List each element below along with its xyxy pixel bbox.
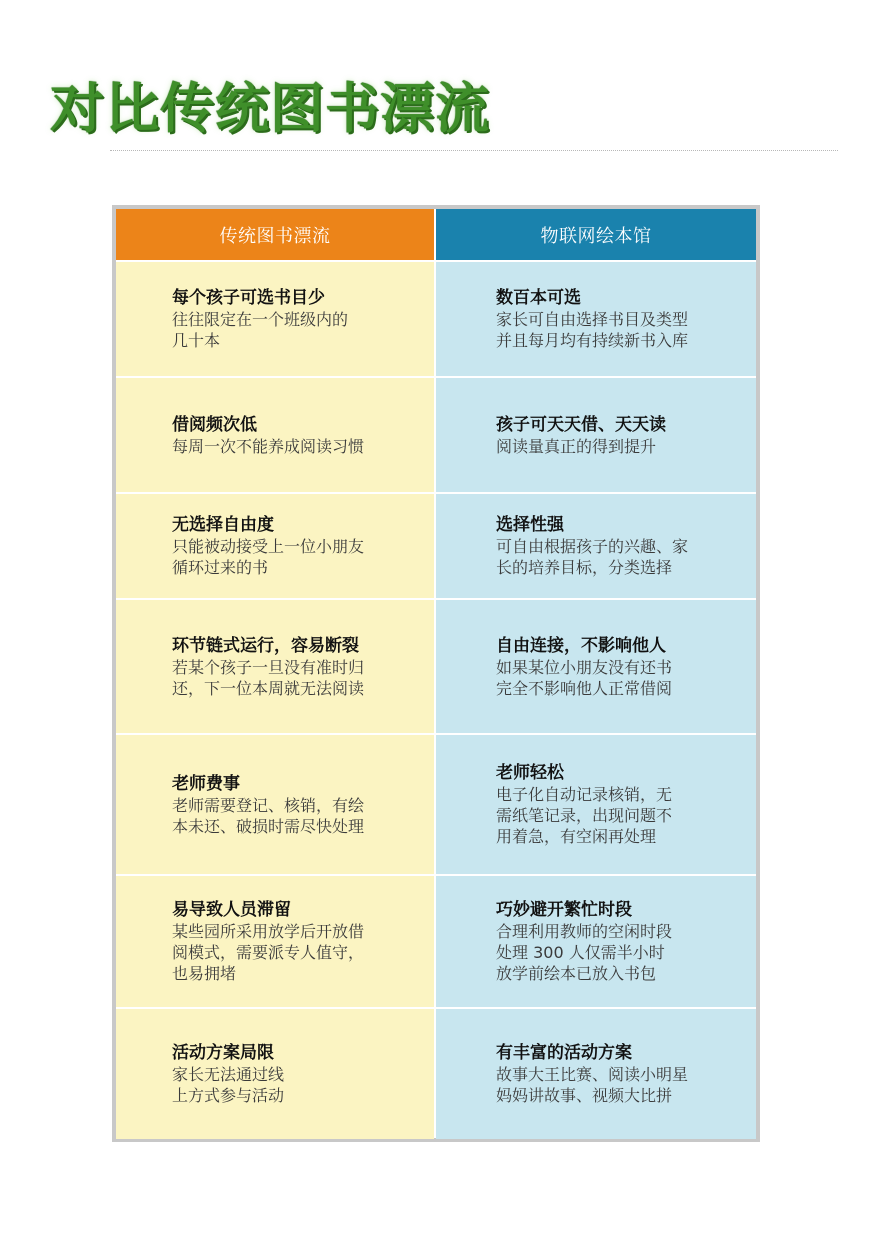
iot-cell [436,1009,756,1139]
iot-cell [436,876,756,1007]
iot-cell [436,735,756,874]
traditional-cell-title: 借阅频次低 [172,414,257,435]
iot-cell-title: 选择性强 [496,515,564,535]
traditional-cell [116,1009,434,1139]
iot-cell-description: 家长可自由选择书目及类型 并且每月均有持续新书入库 [496,310,689,350]
title-divider [110,150,838,151]
traditional-cell-description: 家长无法通过线 上方式参与活动 [172,1065,285,1105]
header-traditional: 传统图书漂流 [116,209,434,260]
comparison-table [112,205,760,1142]
iot-cell-description: 电子化自动记录核销，无 需纸笔记录，出现问题不 用着急，有空闲再处理 [496,785,673,846]
iot-cell-description: 如果某位小朋友没有还书 完全不影响他人正常借阅 [496,657,673,698]
iot-cell-title: 自由连接，不影响他人 [496,635,666,656]
traditional-cell-description: 每周一次不能养成阅读习惯 [172,436,365,456]
iot-cell [436,262,756,376]
header-iot-library: 物联网绘本馆 [436,209,756,260]
traditional-cell-description: 往往限定在一个班级内的 几十本 [172,310,349,350]
traditional-cell-title: 老师费事 [172,773,240,794]
iot-cell-title: 老师轻松 [496,763,564,783]
iot-cell-title: 有丰富的活动方案 [496,1043,632,1063]
traditional-cell-title: 无选择自由度 [172,515,274,535]
iot-cell-title: 数百本可选 [496,288,581,308]
iot-cell-description: 可自由根据孩子的兴趣、家 长的培养目标，分类选择 [496,537,689,577]
traditional-cell [116,600,434,733]
traditional-cell-description: 若某个孩子一旦没有准时归 还，下一位本周就无法阅读 [172,657,365,698]
iot-cell [436,494,756,598]
traditional-cell-description: 只能被动接受上一位小朋友 循环过来的书 [172,537,365,577]
traditional-cell-title: 活动方案局限 [172,1043,274,1063]
comparison-grid [116,209,756,1138]
iot-cell [436,378,756,492]
iot-cell-description: 故事大王比赛、阅读小明星 妈妈讲故事、视频大比拼 [496,1065,689,1105]
traditional-cell-description: 某些园所采用放学后开放借 阅模式，需要派专人值守， 也易拥堵 [172,922,365,983]
traditional-cell-title: 易导致人员滞留 [172,900,291,920]
iot-cell [436,600,756,733]
traditional-cell [116,735,434,874]
traditional-cell-title: 环节链式运行，容易断裂 [172,635,359,656]
iot-cell-description: 合理利用教师的空闲时段 处理 300 人仅需半小时 放学前绘本已放入书包 [496,922,673,983]
traditional-cell [116,494,434,598]
page-title: 对比传统图书漂流 [50,77,490,140]
iot-cell-title: 巧妙避开繁忙时段 [496,900,632,920]
traditional-cell-title: 每个孩子可选书目少 [172,288,325,308]
traditional-cell-description: 老师需要登记、核销，有绘 本未还、破损时需尽快处理 [172,795,365,836]
traditional-cell [116,378,434,492]
iot-cell-title: 孩子可天天借、天天读 [496,414,666,435]
traditional-cell [116,262,434,376]
iot-cell-description: 阅读量真正的得到提升 [496,436,657,456]
traditional-cell [116,876,434,1007]
